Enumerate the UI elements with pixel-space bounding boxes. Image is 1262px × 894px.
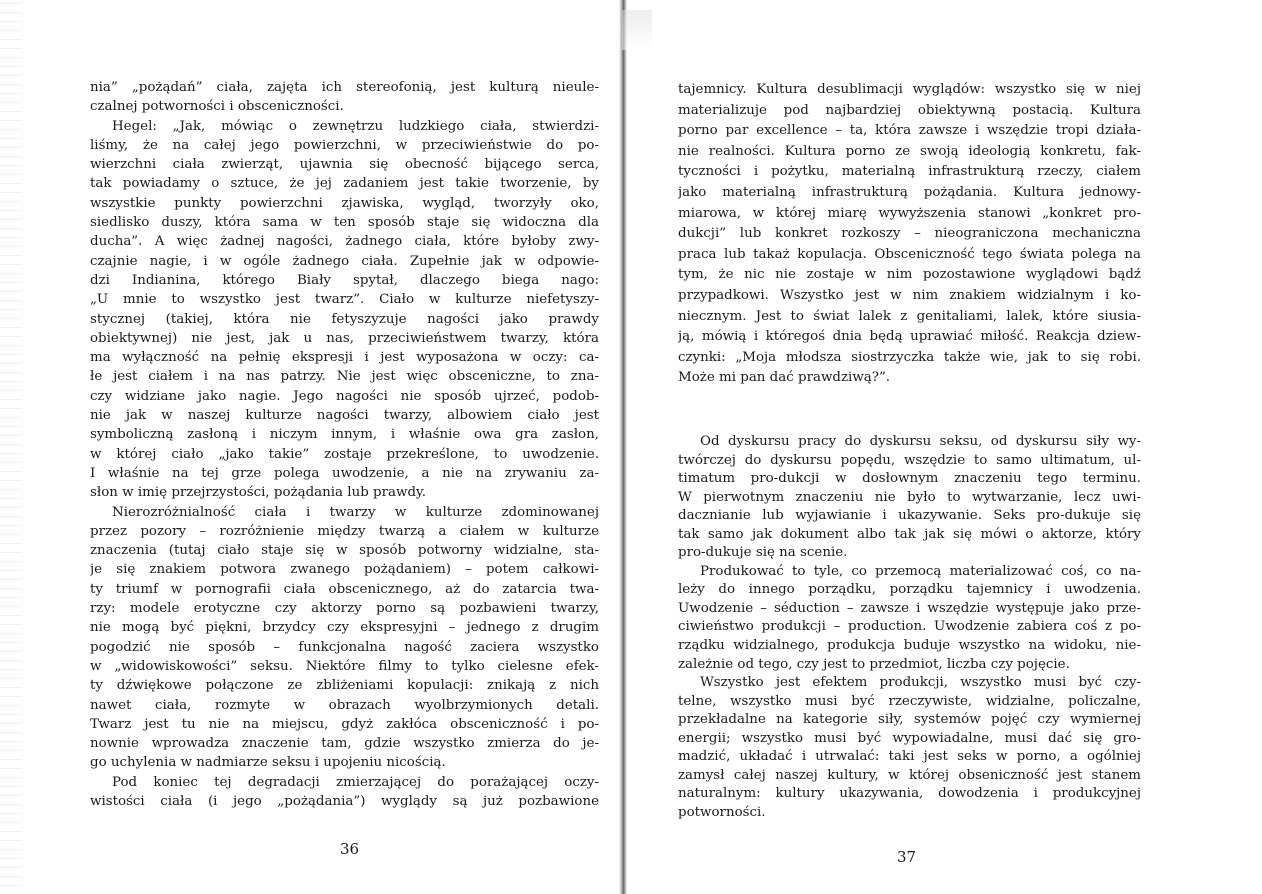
text-line: Hegel: „Jak, mówiąc o zewnętrzu ludzkiego ciała, stwierdzi- <box>112 118 599 134</box>
text-line: siedlisko duszy, która sama w ten sposób staje się widoczna dla <box>90 215 599 231</box>
text-line: w „widowiskowości” seksu. Niektóre filmy to tylko cielesne efek- <box>90 658 599 674</box>
text-line: liśmy, że na całej jego powierzchni, w przeciwieństwie do po- <box>90 137 599 153</box>
text-line: madzić, układać i utrwalać: taki jest seks w porno, a ogólniej <box>678 749 1141 765</box>
text-line: zależnie od tego, czy jest to przedmiot, liczba czy pojęcie. <box>678 656 1070 672</box>
text-line: tak samo jak dokument albo tak jak się mówi o aktorze, który <box>678 526 1141 542</box>
text-line: łe jest ciałem i na nas patrzy. Nie jest więc obsceniczne, to zna- <box>90 369 599 385</box>
text-line: ty dźwiękowe połączone ze zbliżeniami kopulacji: znikają z nich <box>90 678 599 694</box>
text-line: telne, wszystko musi być rzeczywiste, widzialne, policzalne, <box>678 693 1141 709</box>
text-line: twórczej do dyskursu popędu, wszędzie to samo ultimatum, ul- <box>678 452 1141 468</box>
text-line: pogodzić nie sposób – funkcjonalna nagość zaciera wszystko <box>90 639 599 655</box>
text-line: wszystkie punkty powierzchni zjawiska, wygląd, tworzyły oko, <box>90 195 599 211</box>
text-line: przekładalne na kategorie siły, systemów pojęć czy wymiernej <box>678 712 1141 728</box>
text-line: Od dyskursu pracy do dyskursu seksu, od dyskursu siły wy- <box>700 434 1141 449</box>
text-line: pro-dukuje się na scenie. <box>678 545 848 561</box>
text-line: dacznianie lub wyjawianie i ukazywanie. Seks pro-dukuje się <box>678 508 1141 524</box>
text-line: I właśnie na tej grze polega uwodzenie, a nie na zrywaniu za- <box>90 465 599 481</box>
text-line: dukcji” lub konkret rozkoszy – nieograniczona mechaniczna <box>678 226 1141 242</box>
text-line: go uchylenia w nadmiarze seksu i upojeniu nicością. <box>90 755 446 771</box>
scan-artifact <box>622 10 652 50</box>
text-line: przypadkowi. Wszystko jest w nim znakiem widzialnym i ko- <box>678 287 1141 303</box>
text-line: Pod koniec tej degradacji zmierzającej do porażającej oczy- <box>112 774 599 790</box>
text-line: czajnie nagie, i w ogóle żadnego ciała. Zupełnie jak w odpowie- <box>90 253 599 269</box>
text-line: nownie wprowadza znaczenie tam, gdzie wszystko zmierza do je- <box>90 736 599 752</box>
left-page-text <box>90 78 599 811</box>
text-line: nie jak w naszej kulturze nagości twarzy, albowiem ciało jest <box>90 408 599 424</box>
text-line: energii; wszystko musi być wypowiadalne, musi dać się gro- <box>678 730 1141 746</box>
text-line: porno par excellence – ta, która zawsze i wszędzie tropi działa- <box>678 123 1141 139</box>
text-line: Uwodzenie – séduction – zawsze i wszędzie występuje jako prze- <box>678 600 1141 616</box>
text-line: „U mnie to wszystko jest twarz”. Ciało w kulturze niefetyszy- <box>90 292 599 308</box>
text-line: Nierozróżnialność ciała i twarzy w kulturze zdominowanej <box>112 504 599 520</box>
text-line: nie realności. Kultura porno ze swoją ideologią konkretu, fak- <box>678 143 1141 159</box>
text-line: w której ciało „jako takie” zostaje przekreślone, to uwodzenie. <box>90 446 599 462</box>
right-page-text-block-1 <box>678 80 1141 389</box>
text-line: słon w imię przejrzystości, pożądania lub prawdy. <box>90 485 427 501</box>
text-line: praca lub takaż kopulacja. Obsceniczność tego świata polega na <box>678 246 1141 262</box>
text-line: obiektywnej) nie jest, jak u nas, przeciwieństwem twarzy, która <box>90 330 599 346</box>
text-line: znaczenia (tutaj ciało staje się w sposób potworny widzialne, sta- <box>90 543 599 559</box>
text-line: Twarz jest tu nie na miejscu, gdyż zakłóca obsceniczność i po- <box>90 716 599 732</box>
text-line: W pierwotnym znaczeniu nie było to wytwarzanie, lecz uwi- <box>678 489 1141 505</box>
text-line: miarowa, w której miarę wywyższenia stanowi „konkret pro- <box>678 205 1141 221</box>
right-page-number: 37 <box>897 848 917 866</box>
text-line: ducha”. A więc żadnej nagości, żadnego ciała, które byłoby zwy- <box>90 234 599 250</box>
text-line: czalnej potworności i obsceniczności. <box>90 99 344 115</box>
text-line: tak powiadamy o sztuce, że jej zadaniem jest takie tworzenie, by <box>90 176 599 192</box>
text-line: przez pozory – rozróżnienie między twarzą a ciałem w kulturze <box>90 523 599 539</box>
text-line: leży do innego porządku, porządku tajemnicy i uwodzenia. <box>678 582 1141 598</box>
text-line: Może mi pan dać prawdziwą?”. <box>678 370 891 386</box>
text-line: czynki: „Moja młodsza siostrzyczka także wie, jak to się robi. <box>678 349 1141 365</box>
text-line: stycznej (takiej, która nie fetyszyzuje nagości jako prawdy <box>90 311 599 327</box>
text-line: timatum pro-dukcji w dosłownym znaczeniu tego terminu. <box>678 471 1141 487</box>
text-line: rządku widzialnego, produkcja buduje wszystko na widoku, nie- <box>678 638 1141 654</box>
scan-edge-noise <box>0 0 22 894</box>
text-line: rzy: modele erotyczne czy aktorzy porno są pozbawieni twarzy, <box>90 601 599 617</box>
text-line: tyczności i pożytku, materialną infrastrukturą rzeczy, ciałem <box>678 164 1141 180</box>
text-line: wistości ciała (i jego „pożądania”) wyglądy są już pozbawione <box>90 793 599 809</box>
text-line: Wszystko jest efektem produkcji, wszystko musi być czy- <box>700 675 1141 691</box>
text-line: ciwieństwo produkcji – production. Uwodzenie zabiera coś z po- <box>678 619 1141 635</box>
text-line: ją, mówią i któregoś dnia będą uprawiać miłość. Reakcja dziew- <box>678 329 1141 345</box>
text-line: materializuje pod najbardziej obiektywną postacią. Kultura <box>678 102 1141 118</box>
text-line: ma wyłączność na pełnię ekspresji i jest wyposażona w oczy: ca- <box>90 350 599 366</box>
right-page-text-block-2 <box>678 433 1141 822</box>
book-gutter <box>619 0 627 894</box>
text-line: czy widziane jako nagie. Jego nagości nie sposób ujrzeć, podob- <box>90 388 599 404</box>
text-line: nia” „pożądań” ciała, zajęta ich stereofonią, jest kulturą nieule- <box>90 80 599 95</box>
text-line: nawet ciała, rozmyte w obrazach wyolbrzymionych detali. <box>90 697 599 713</box>
text-line: naturalnym: kultury ukazywania, dowodzenia i produkcyjnej <box>678 786 1141 802</box>
text-line: nie mogą być piękni, brzydcy czy ekspresyjni – jednego z drugim <box>90 620 599 636</box>
text-line: ty triumf w pornografii ciała obscenicznego, aż do zatarcia twa- <box>90 581 599 597</box>
text-line: zamysł całej naszej kultury, w której obseniczność jest stanem <box>678 767 1141 783</box>
text-line: niecznym. Jest to świat lalek z genitaliami, lalek, które siusia- <box>678 308 1141 324</box>
text-line: symboliczną zasłoną i niczym innym, i właśnie owa gra zasłon, <box>90 427 599 443</box>
text-line: dzi Indianina, którego Biały spytał, dlaczego biega nago: <box>90 272 599 288</box>
text-line: Produkować to tyle, co przemocą materializować coś, co na- <box>700 563 1141 579</box>
text-line: tym, że nic nie zostaje w nim pozostawione wyglądowi bądź <box>678 267 1141 283</box>
text-line: je się znakiem potwora zwanego pożądaniem) – potem całkowi- <box>90 562 599 578</box>
text-line: jako materialną infrastrukturą pożądania. Kultura jednowy- <box>678 184 1141 200</box>
text-line: potworności. <box>678 804 766 820</box>
left-page-number: 36 <box>340 840 360 858</box>
text-line: tajemnicy. Kultura desublimacji wyglądów: wszystko się w niej <box>678 82 1141 97</box>
text-line: wierzchni ciała zwierząt, ujawnia się obecność bijącego serca, <box>90 157 599 173</box>
